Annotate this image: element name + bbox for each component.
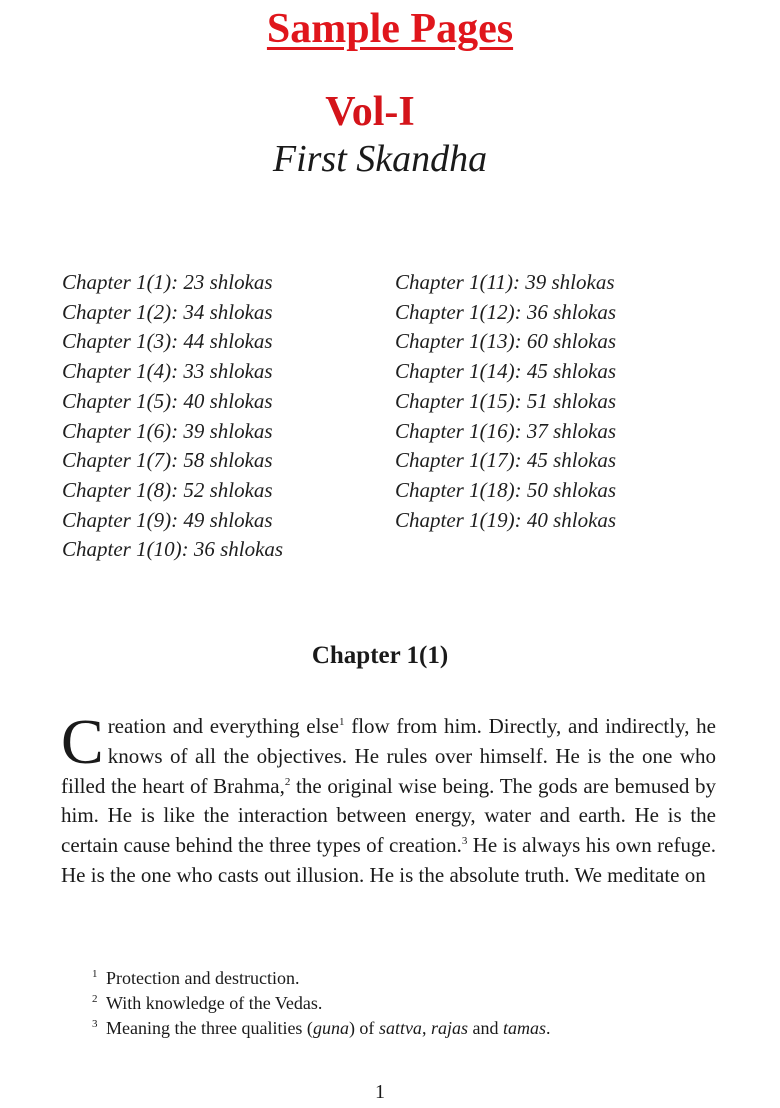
- chapter-entry: Chapter 1(2): 34 shlokas: [62, 299, 273, 324]
- chapter-entry: Chapter 1(19): 40 shlokas: [395, 507, 617, 532]
- body-text-segment: the original wise being. The gods are bemused by him. He is like the interaction between energy, water and earth. He is the certain cause behind the three types of creation.: [61, 773, 716, 858]
- footnote-text: .: [545, 1018, 551, 1038]
- chapter-entry: Chapter 1(16): 37 shlokas: [395, 418, 617, 443]
- chapter-entry: Chapter 1(7): 58 shlokas: [62, 448, 273, 473]
- footnote-ref: 2: [284, 775, 291, 788]
- footnote-text: and: [467, 1018, 503, 1038]
- chapter-list-left: [62, 268, 283, 565]
- chapter-entry: Chapter 1(11): 39 shlokas: [395, 270, 615, 294]
- chapter-entry: Chapter 1(1): 23 shlokas: [62, 270, 273, 294]
- volume-title: Vol-I: [325, 89, 415, 135]
- chapter-entry: Chapter 1(9): 49 shlokas: [62, 507, 273, 532]
- footnote-text: Protection and destruction.: [106, 968, 300, 988]
- chapter-entry: Chapter 1(8): 52 shlokas: [62, 477, 273, 502]
- chapter-entry: Chapter 1(3): 44 shlokas: [62, 329, 273, 354]
- footnote-text: ) of: [348, 1018, 379, 1038]
- skandha-title: First Skandha: [272, 138, 488, 180]
- footnote-text: Meaning the three qualities (: [106, 1018, 313, 1038]
- chapter-entry: Chapter 1(6): 39 shlokas: [62, 418, 273, 443]
- page-number: 1: [375, 1081, 385, 1103]
- body-text-segment: flow from him. Directly, and indirectly, he knows of all the objectives. He rules over himself. He is the one who filled the heart of Brahma,: [61, 714, 716, 798]
- chapter-entry: Chapter 1(12): 36 shlokas: [395, 299, 617, 324]
- footnote-ref: 1: [338, 716, 345, 728]
- footnote-term-guna: guna: [312, 1018, 349, 1038]
- drop-cap: C: [61, 706, 104, 777]
- chapter-entry: Chapter 1(17): 45 shlokas: [395, 448, 617, 473]
- sample-pages-banner: Sample Pages: [266, 6, 514, 52]
- chapter-entry: Chapter 1(14): 45 shlokas: [395, 359, 617, 384]
- chapter-entry: Chapter 1(10): 36 shlokas: [62, 537, 284, 562]
- chapter-list-right: [395, 268, 616, 535]
- footnote-term-rajas: rajas: [430, 1018, 468, 1038]
- footnote-text: With knowledge of the Vedas.: [106, 993, 323, 1013]
- chapter-entry: Chapter 1(4): 33 shlokas: [62, 359, 273, 384]
- chapter-entry: Chapter 1(5): 40 shlokas: [62, 388, 273, 413]
- footnote-term-tamas: tamas: [502, 1018, 546, 1038]
- chapter-body-paragraph: [61, 706, 717, 891]
- chapter-entry: Chapter 1(15): 51 shlokas: [395, 388, 617, 413]
- footnote-text: ,: [421, 1018, 431, 1038]
- body-text-segment: reation and everything else: [107, 714, 339, 738]
- chapter-entry: Chapter 1(13): 60 shlokas: [395, 329, 617, 354]
- chapter-entry: Chapter 1(18): 50 shlokas: [395, 477, 617, 502]
- footnote-item: 1 Protection and destruction.: [92, 968, 300, 988]
- body-text-segment: He is always his own refuge. He is the one who casts out illusion. He is the absolute truth. We meditate on: [61, 833, 717, 887]
- footnote-term-sattva: sattva: [378, 1018, 422, 1038]
- chapter-heading: Chapter 1(1): [311, 642, 449, 669]
- footnote-ref: 3: [461, 835, 468, 848]
- footnote-item: 3 Meaning the three qualities (guna) of sattva, rajas and tamas.: [92, 1018, 551, 1038]
- footnote-item: 2 With knowledge of the Vedas.: [92, 993, 323, 1013]
- footnotes: [92, 966, 550, 1041]
